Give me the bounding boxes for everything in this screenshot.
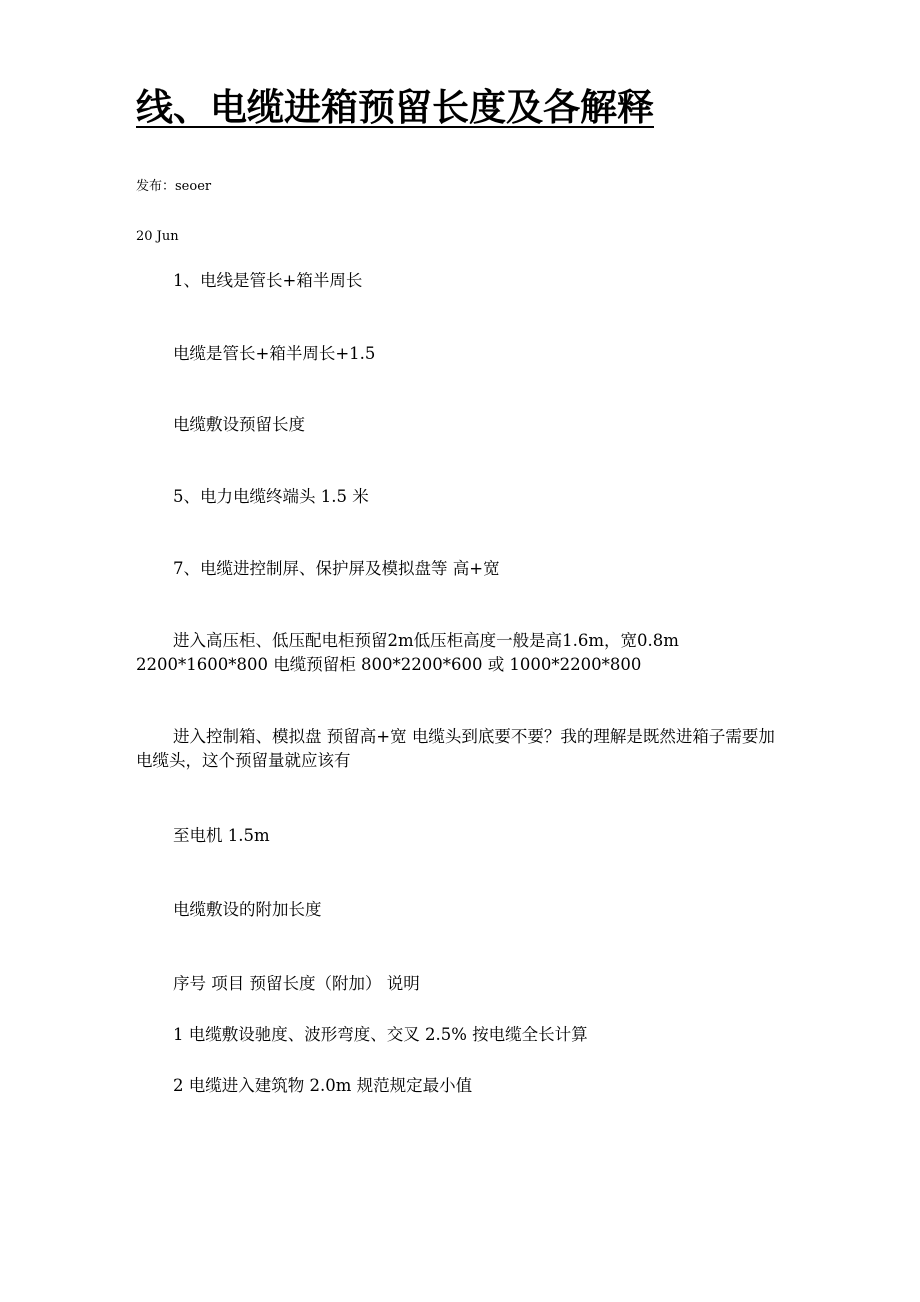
table-header-line: 序号 项目 预留长度（附加） 说明: [173, 974, 420, 993]
document-title: 线、电缆进箱预留长度及各解释: [136, 86, 654, 129]
paragraph: 电缆敷设的附加长度: [173, 900, 322, 919]
table-row-line: 2 电缆进入建筑物 2.0m 规范规定最小值: [173, 1076, 473, 1095]
date-line: 20 Jun: [136, 229, 179, 244]
paragraph: 7、电缆进控制屏、保护屏及模拟盘等 高+宽: [173, 559, 500, 578]
paragraph: 5、电力电缆终端头 1.5 米: [173, 487, 369, 506]
paragraph: 进入高压柜、低压配电柜预留2m低压柜高度一般是高1.6m，宽0.8m 2200*1600*800 电缆预留柜 800*2200*600 或 1000*2200*800: [136, 631, 679, 674]
publisher-line: 发布：seoer: [136, 179, 212, 194]
paragraph: 电缆敷设预留长度: [173, 415, 305, 434]
table-row-line: 1 电缆敷设驰度、波形弯度、交叉 2.5% 按电缆全长计算: [173, 1025, 588, 1044]
paragraph: 1、电线是管长+箱半周长: [173, 271, 363, 290]
paragraph: 至电机 1.5m: [173, 826, 270, 845]
paragraph: 进入控制箱、模拟盘 预留高+宽 电缆头到底要不要？我的理解是既然进箱子需要加电缆头，这个预留量就应该有: [136, 727, 775, 770]
paragraph: 电缆是管长+箱半周长+1.5: [173, 344, 376, 363]
